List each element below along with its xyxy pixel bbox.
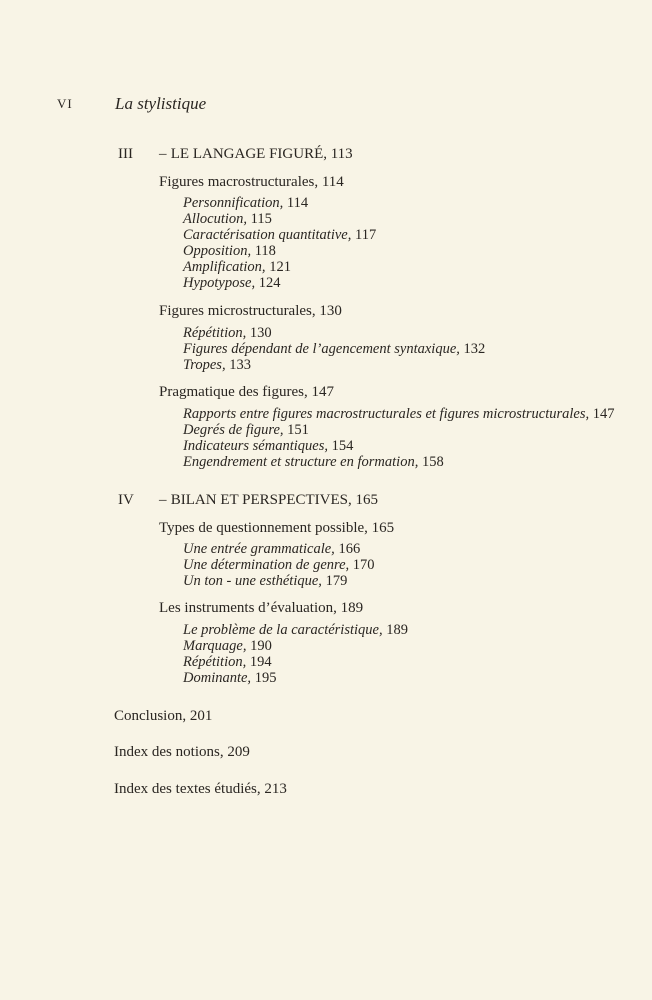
part-heading-iv bbox=[118, 492, 378, 508]
section-heading: Pragmatique des figures, 147 bbox=[159, 384, 334, 400]
part-heading-iii bbox=[118, 146, 353, 162]
toc-entry: Une détermination de genre, 170 bbox=[183, 557, 375, 573]
toc-index-textes: Index des textes étudiés, 213 bbox=[114, 781, 287, 797]
running-title: La stylistique bbox=[115, 94, 207, 113]
part-title: BILAN ET PERSPECTIVES, 165 bbox=[170, 492, 378, 508]
toc-conclusion: Conclusion, 201 bbox=[114, 708, 213, 724]
toc-entry: Figures dépendant de l’agencement syntaxique, 132 bbox=[183, 341, 486, 357]
toc-entry: Degrés de figure, 151 bbox=[183, 422, 309, 438]
section-heading: Figures macrostructurales, 114 bbox=[159, 174, 344, 190]
toc-entry: Un ton - une esthétique, 179 bbox=[183, 573, 348, 589]
part-separator: – bbox=[159, 146, 167, 162]
page-number: VI bbox=[57, 96, 73, 111]
toc-entry: Caractérisation quantitative, 117 bbox=[183, 227, 377, 243]
toc-entry: Engendrement et structure en formation, 158 bbox=[183, 454, 444, 470]
toc-entry: Une entrée grammaticale, 166 bbox=[183, 541, 361, 557]
toc-entry: Le problème de la caractéristique, 189 bbox=[183, 622, 408, 638]
section-heading: Types de questionnement possible, 165 bbox=[159, 520, 395, 536]
part-separator: – bbox=[159, 492, 167, 508]
toc-entry: Allocution, 115 bbox=[183, 211, 272, 227]
toc-entry: Indicateurs sémantiques, 154 bbox=[183, 438, 354, 454]
toc-entry: Personnification, 114 bbox=[183, 195, 309, 211]
section-heading: Figures microstructurales, 130 bbox=[159, 303, 342, 319]
part-number: IV bbox=[118, 492, 134, 508]
toc-entry: Marquage, 190 bbox=[183, 638, 272, 654]
toc-entry: Hypotypose, 124 bbox=[183, 275, 281, 291]
section-heading: Les instruments d’évaluation, 189 bbox=[159, 600, 364, 616]
part-title: LE LANGAGE FIGURÉ, 113 bbox=[170, 146, 353, 162]
toc-entry: Dominante, 195 bbox=[183, 670, 277, 686]
toc-index-notions: Index des notions, 209 bbox=[114, 744, 250, 760]
toc-entry: Tropes, 133 bbox=[183, 357, 251, 373]
toc-entry: Amplification, 121 bbox=[183, 259, 291, 275]
part-number: III bbox=[118, 146, 133, 162]
toc-entry: Répétition, 130 bbox=[183, 325, 272, 341]
toc-entry: Rapports entre figures macrostructurales et figures microstructurales, 147 bbox=[183, 406, 615, 422]
page-header bbox=[0, 94, 652, 118]
toc-entry: Répétition, 194 bbox=[183, 654, 272, 670]
toc-entry: Opposition, 118 bbox=[183, 243, 276, 259]
